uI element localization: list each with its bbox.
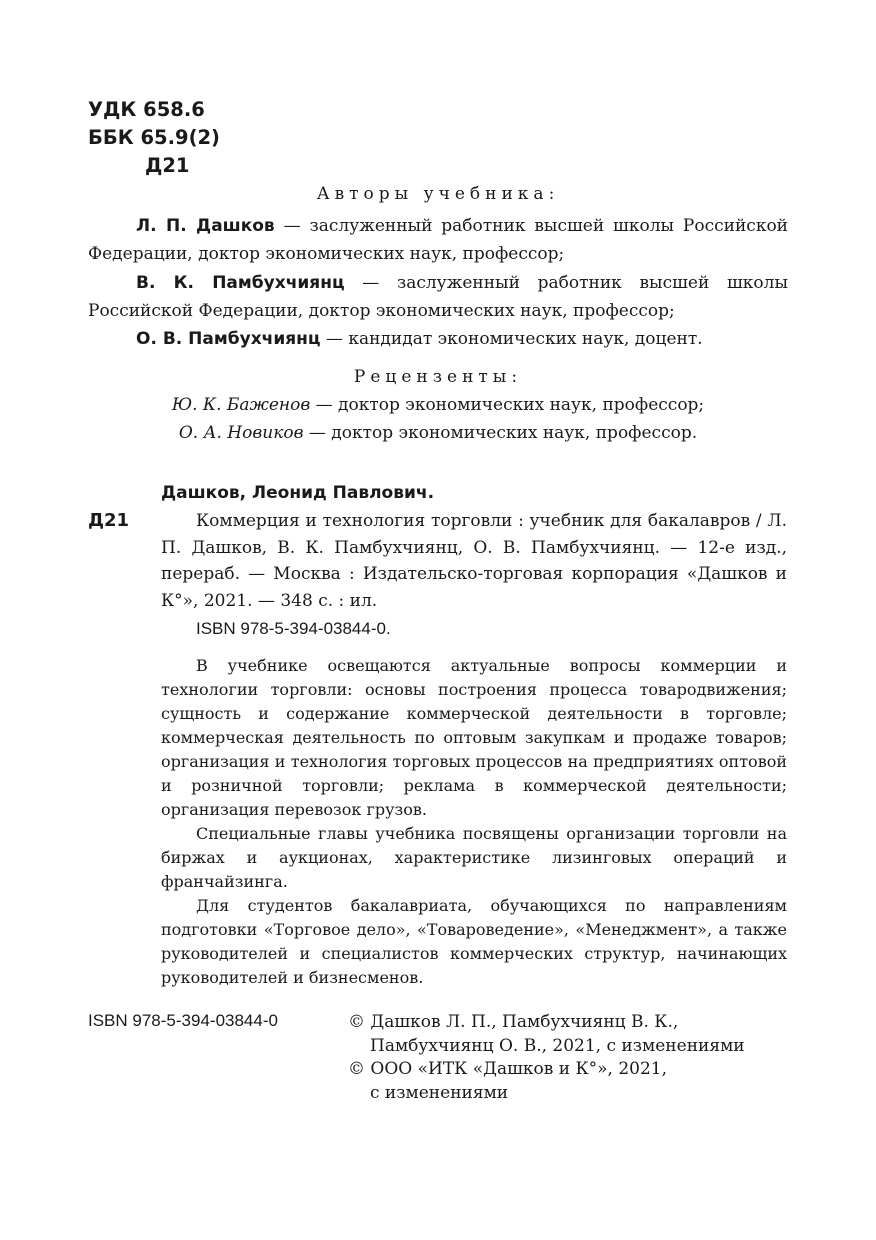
author-description: — кандидат экономических наук, доцент. (320, 329, 703, 349)
author-description: — заслуженный работник высшей школы Российской Федерации, доктор экономических наук, профессор; (88, 273, 788, 321)
bib-author: Дашков, Леонид Павлович. (161, 483, 435, 503)
reviewer-name: Ю. К. Баженов (171, 395, 311, 415)
reviewer-description: — доктор экономических наук, профессор. (303, 423, 698, 443)
bib-mark: Д21 (88, 510, 130, 531)
annotation (161, 654, 787, 990)
reviewer-entry (88, 391, 788, 419)
copyright-line: с изменениями (370, 1082, 509, 1103)
reviewers-list (88, 391, 788, 447)
reviewer-entry (88, 419, 788, 447)
reviewers-heading: Рецензенты: (353, 367, 523, 387)
copyright-line: Памбухчиянц О. В., 2021, с изменениями (370, 1035, 745, 1056)
author-entry (88, 212, 788, 268)
author-entry (88, 269, 788, 325)
bib-isbn: ISBN 978-5-394-03844-0. (196, 619, 391, 638)
author-name: В. К. Памбухчиянц (136, 273, 345, 293)
author-name: О. В. Памбухчиянц (136, 329, 321, 349)
footer-isbn: ISBN 978-5-394-03844-0 (88, 1011, 278, 1030)
author-name: Л. П. Дашков (136, 216, 275, 236)
authors-heading: Авторы учебника: (316, 184, 560, 204)
annotation-paragraph: Специальные главы учебника посвящены организации торговли на биржах и аукционах, характеристике лизинговых операций и франчайзинга. (161, 824, 787, 891)
author-mark: Д21 (145, 154, 190, 177)
author-description: — заслуженный работник высшей школы Российской Федерации, доктор экономических наук, профессор; (88, 216, 789, 264)
reviewer-name: О. А. Новиков (178, 423, 304, 443)
bib-description: Коммерция и технология торговли : учебник для бакалавров / Л. П. Дашков, В. К. Памбухчиянц, О. В. Памбухчиянц. — 12-е изд., перераб. — Москва : Издательско-торговая корпорация «Дашков и К°», 2021. — 348 с. : ил. (161, 511, 787, 611)
classification-codes (88, 96, 220, 180)
copyright-line: © Дашков Л. П., Памбухчиянц В. К., (348, 1012, 679, 1032)
author-entry (88, 325, 788, 353)
annotation-paragraph: Для студентов бакалавриата, обучающихся по направлениям подготовки «Торговое дело», «Товароведение», «Менеджмент», а также руководителей и специалистов коммерческих структур, начинающих руководителей и бизнесменов. (161, 896, 787, 987)
udk-code: УДК 658.6 (88, 98, 205, 121)
annotation-paragraph: В учебнике освещаются актуальные вопросы коммерции и технологии торговли: основы построения процесса товародвижения; сущность и содержание коммерческой деятельности в торговле; коммерческая деятельность по оптовым закупкам и продаже товаров; организация и технология торговых процессов на предприятиях оптовой и розничной торговли; реклама в коммерческой деятельности; организация перевозок грузов. (161, 656, 787, 819)
reviewer-description: — доктор экономических наук, профессор; (310, 395, 705, 415)
bbk-code: ББК 65.9(2) (88, 126, 220, 149)
copyright-line: © ООО «ИТК «Дашков и К°», 2021, (348, 1059, 668, 1079)
copyright-block (348, 1011, 788, 1105)
